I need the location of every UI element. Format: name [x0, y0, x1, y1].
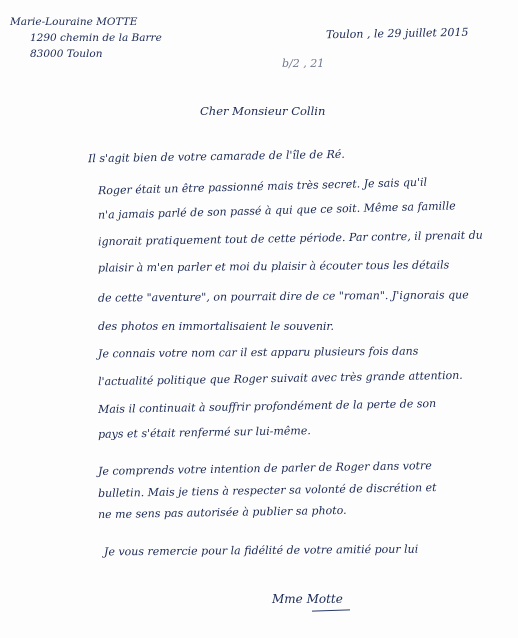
body-line: Roger était un être passionné mais très secret. Je sais qu'il	[97, 175, 428, 198]
body-line: Mais il continuait à souffrir profondément de la perte de son	[97, 397, 437, 416]
signature: Mme Motte	[272, 592, 343, 606]
sender-city: 83000 Toulon	[30, 48, 103, 60]
signature-underline	[312, 609, 350, 611]
body-line: Je connais votre nom car il est apparu plusieurs fois dans	[97, 344, 419, 361]
body-line: Il s'agit bien de votre camarade de l'île de Ré.	[87, 147, 345, 166]
body-line: ne me sens pas autorisée à publier sa photo.	[97, 503, 347, 522]
body-line: pays et s'était renfermé sur lui-même.	[97, 424, 311, 441]
body-line: Je comprends votre intention de parler de Roger dans votre	[97, 459, 432, 478]
body-line: Je vous remercie pour la fidélité de votre amitié pour lui	[103, 542, 419, 559]
body-line: l'actualité politique que Roger suivait avec très grande attention.	[97, 368, 463, 389]
sender-name: Marie-Louraine MOTTE	[10, 16, 138, 28]
body-line: bulletin. Mais je tiens à respecter sa volonté de discrétion et	[97, 481, 437, 500]
salutation: Cher Monsieur Collin	[200, 104, 326, 118]
body-line: des photos en immortalisaient le souvenir.	[98, 320, 334, 333]
body-line: de cette "aventure", on pourrait dire de ce "roman". J'ignorais que	[97, 288, 469, 305]
faint-scribble: b/2 , 21	[282, 57, 325, 70]
letter-date: Toulon , le 29 juillet 2015	[325, 25, 469, 42]
sender-street: 1290 chemin de la Barre	[30, 32, 162, 44]
body-line: n'a jamais parlé de son passé à qui que ce soit. Même sa famille	[97, 199, 456, 222]
body-line: ignorait pratiquement tout de cette période. Par contre, il prenait du	[97, 228, 483, 249]
body-line: plaisir à m'en parler et moi du plaisir à écouter tous les détails	[97, 258, 450, 275]
